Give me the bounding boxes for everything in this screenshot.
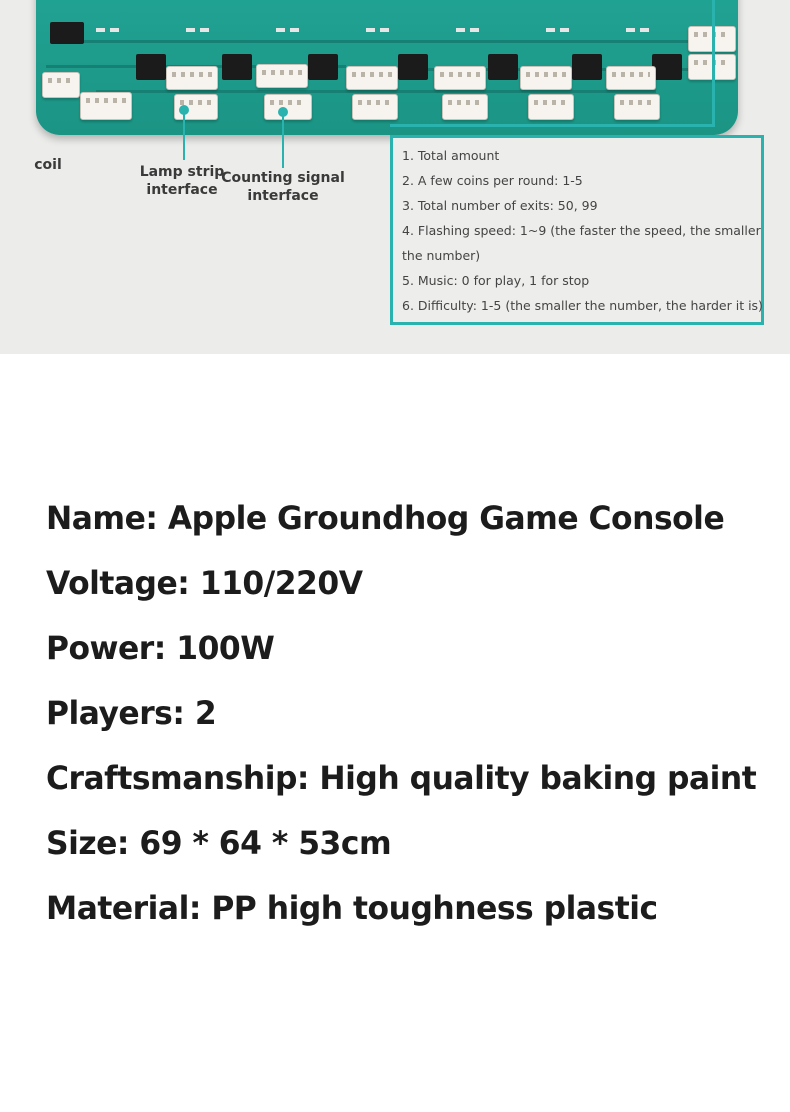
spec-players: Players: 2 [46,694,217,732]
spec-item: the number) [402,248,481,263]
spec-material: Material: PP high toughness plastic [46,889,658,927]
settings-spec-box [390,135,764,325]
spec-voltage: Voltage: 110/220V [46,564,363,602]
spec-size: Size: 69 * 64 * 53cm [46,824,392,862]
spec-item: 2. A few coins per round: 1-5 [402,173,583,188]
coil-label: coil [34,157,62,173]
spec-item: 1. Total amount [402,148,500,163]
circuit-board-photo [0,0,790,354]
spec-power: Power: 100W [46,629,275,667]
callout-rail [712,0,715,125]
circuit-board [36,0,738,135]
lamp-strip-label: Lamp strip interface [139,164,225,198]
lamp-strip-line [183,110,185,160]
spec-craftsmanship: Craftsmanship: High quality baking paint [46,759,757,797]
spec-item: 5. Music: 0 for play, 1 for stop [402,273,590,288]
spec-item: 6. Difficulty: 1-5 (the smaller the number, the harder it is) [402,298,763,313]
spec-item: 3. Total number of exits: 50, 99 [402,198,598,213]
counting-signal-label: Counting signal interface [221,170,345,204]
product-specs [46,496,771,951]
callout-rail-bottom [390,124,715,127]
spec-item: 4. Flashing speed: 1~9 (the faster the speed, the smaller [402,223,761,238]
spec-name: Name: Apple Groundhog Game Console [46,499,725,537]
counting-signal-line [282,112,284,168]
